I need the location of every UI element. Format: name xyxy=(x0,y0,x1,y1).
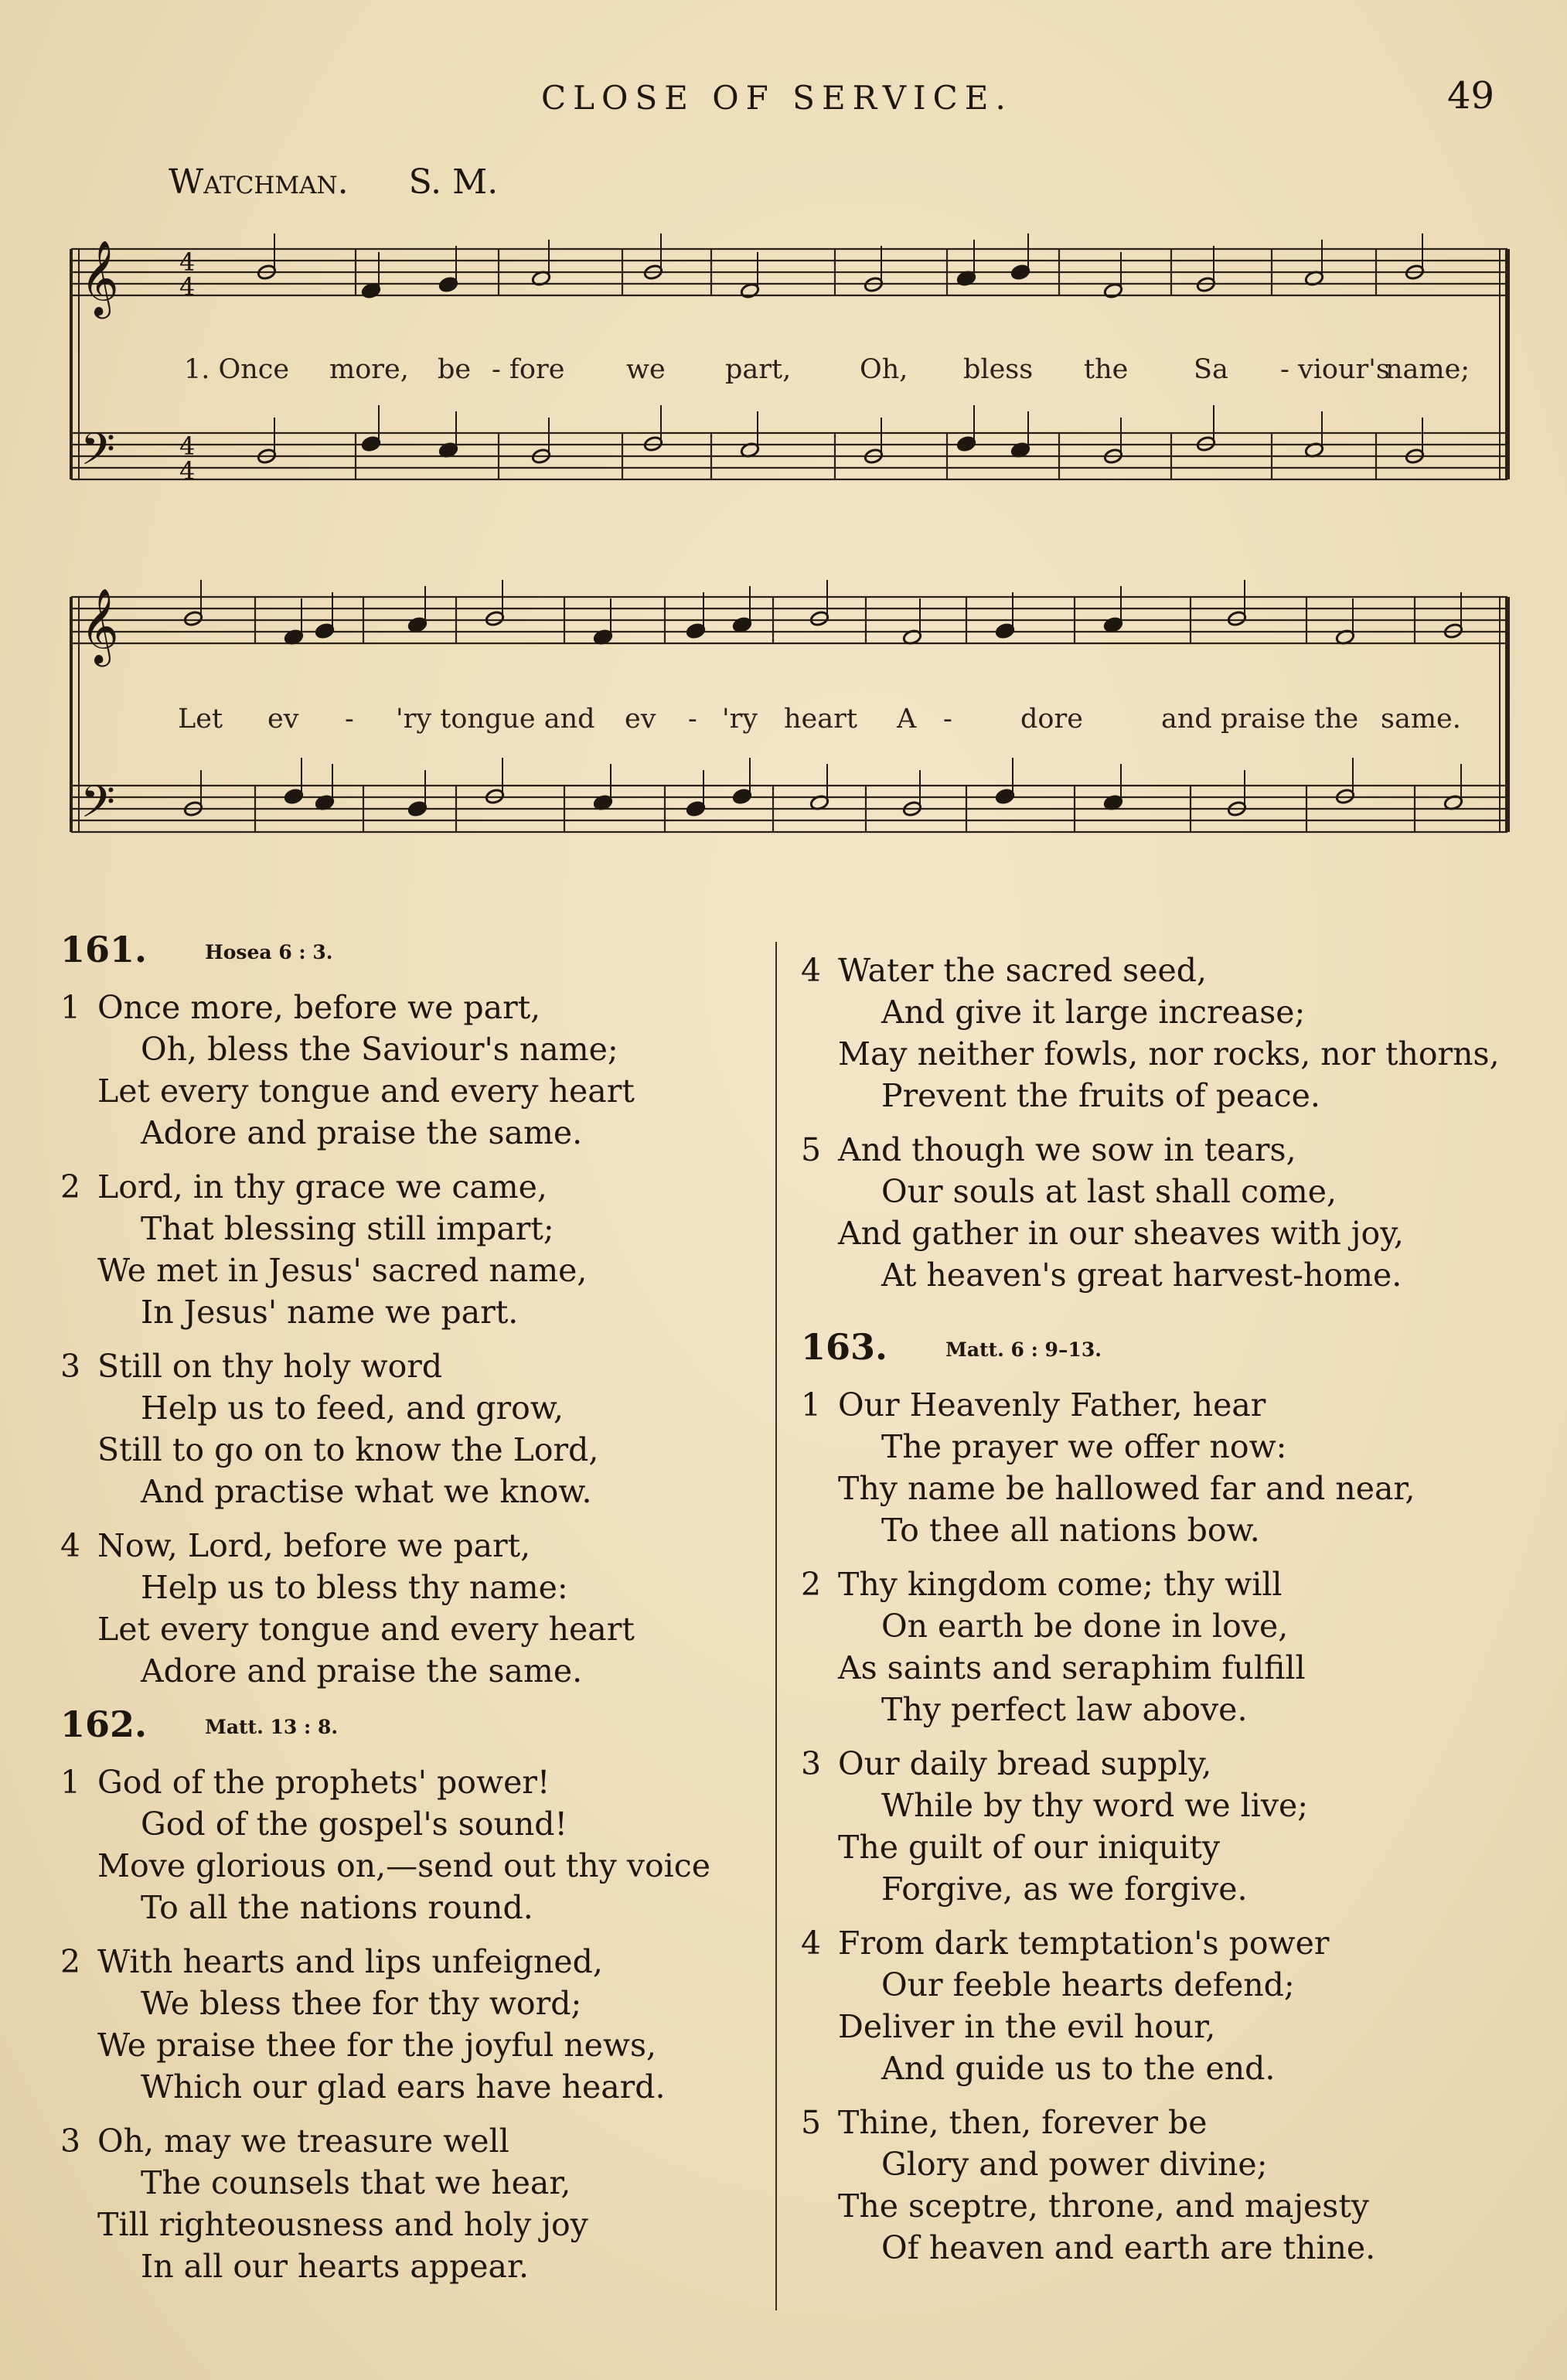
line-text: Help us to bless thy name: xyxy=(141,1569,568,1606)
stanza-line xyxy=(60,1887,756,1928)
line-text: That blessing still impart; xyxy=(141,1210,554,1247)
stanza-line xyxy=(60,2024,756,2066)
stanza-number: 1 xyxy=(801,1386,822,1424)
stanza-line xyxy=(801,1171,1543,1212)
stanza-number: 4 xyxy=(60,1527,81,1564)
line-text: Oh, may we treasure well xyxy=(97,2123,509,2160)
lyric-syllable: be xyxy=(438,354,472,385)
stanza-line xyxy=(60,1803,756,1845)
left-column xyxy=(60,925,756,2287)
line-text: We met in Jesus' sacred name, xyxy=(97,1252,588,1289)
stanza-line xyxy=(801,1563,1543,1605)
lyric-syllable: - xyxy=(943,704,952,735)
stanza-line xyxy=(801,2048,1543,2089)
scripture-reference: Matt. 6 : 9–13. xyxy=(945,1338,1102,1361)
stanza-number: 3 xyxy=(801,1745,822,1782)
stanza-number: 2 xyxy=(801,1566,822,1603)
stanza-line xyxy=(801,1785,1543,1826)
line-text: May neither fowls, nor rocks, nor thorns, xyxy=(838,1035,1500,1072)
stanza-number: 2 xyxy=(60,1168,81,1205)
column-divider xyxy=(775,942,777,2310)
stanza-number: 1 xyxy=(60,989,81,1026)
line-text: We bless thee for thy word; xyxy=(141,1985,582,2022)
stanza-line xyxy=(801,1743,1543,1785)
stanza-line xyxy=(60,1567,756,1608)
stanza-line xyxy=(60,1345,756,1387)
line-text: And though we sow in tears, xyxy=(838,1131,1296,1168)
lyric-syllable: Oh, xyxy=(860,354,908,385)
stanza-line xyxy=(60,1941,756,1983)
stanza-line xyxy=(60,2204,756,2245)
lyric-syllable: 'ry xyxy=(722,704,758,735)
hymn-number: 161. xyxy=(60,929,148,970)
stanza xyxy=(60,2120,756,2287)
stanza-number: 5 xyxy=(801,2104,822,2141)
stanza-line xyxy=(60,987,756,1028)
lyric-syllable: dore xyxy=(1020,704,1083,735)
section-header: CLOSE OF SERVICE. xyxy=(541,79,1013,117)
stanza-line xyxy=(801,2006,1543,2048)
line-text: God of the gospel's sound! xyxy=(141,1805,567,1843)
stanza xyxy=(60,1525,756,1692)
stanza-number: 4 xyxy=(801,1925,822,1962)
stanza-line xyxy=(60,2162,756,2204)
line-text: Thy kingdom come; thy will xyxy=(838,1566,1283,1603)
stanza-line xyxy=(801,2227,1543,2269)
stanza-line xyxy=(801,1254,1543,1296)
line-text: We praise thee for the joyful news, xyxy=(97,2027,657,2064)
line-text: And practise what we know. xyxy=(141,1473,592,1510)
line-text: Water the sacred seed, xyxy=(838,952,1208,989)
stanza-line xyxy=(801,991,1543,1033)
stanza-line xyxy=(60,1291,756,1333)
stanza-line xyxy=(60,1166,756,1208)
tune-meter: S. M. xyxy=(408,162,499,202)
tune-name: Watchman. xyxy=(169,162,349,202)
line-text: With hearts and lips unfeigned, xyxy=(97,1943,603,1980)
line-text: Till righteousness and holy joy xyxy=(97,2206,588,2243)
lyric-syllable: we xyxy=(626,354,666,385)
line-text: Still to go on to know the Lord, xyxy=(97,1431,599,1468)
line-text: And give it large increase; xyxy=(881,994,1306,1031)
staff-lines xyxy=(71,249,1507,832)
stanza xyxy=(801,950,1543,1117)
stanza-line xyxy=(60,1845,756,1887)
line-text: Forgive, as we forgive. xyxy=(881,1870,1248,1908)
line-text: Help us to feed, and grow, xyxy=(141,1389,564,1427)
stanza xyxy=(801,1743,1543,1910)
line-text: Glory and power divine; xyxy=(881,2146,1268,2183)
stanza-number: 1 xyxy=(60,1764,81,1801)
stanza xyxy=(60,1166,756,1333)
stanza-line xyxy=(801,1426,1543,1468)
stanza xyxy=(801,2102,1543,2269)
clef-sign: 4 xyxy=(179,272,196,302)
line-text: To thee all nations bow. xyxy=(881,1512,1260,1549)
line-text: And guide us to the end. xyxy=(881,2050,1276,2087)
line-text: While by thy word we live; xyxy=(881,1787,1309,1824)
stanza-line xyxy=(801,1384,1543,1426)
stanza-line xyxy=(801,1212,1543,1254)
stanza xyxy=(60,1345,756,1512)
scripture-reference: Matt. 13 : 8. xyxy=(205,1716,339,1738)
lyric-syllable: part, xyxy=(725,354,792,385)
right-column xyxy=(801,937,1543,2269)
page-number: 49 xyxy=(1447,74,1495,118)
clef-sign: 4 xyxy=(179,247,196,277)
line-text: Thy perfect law above. xyxy=(881,1691,1248,1728)
line-text: Our Heavenly Father, hear xyxy=(838,1386,1266,1424)
clef-sign: 𝄢 xyxy=(80,423,116,486)
lyric-syllable: and praise the xyxy=(1161,704,1359,735)
clef-signs xyxy=(80,240,195,839)
lyric-syllable: same. xyxy=(1381,704,1461,735)
stanza-line xyxy=(801,1509,1543,1551)
scripture-reference: Hosea 6 : 3. xyxy=(205,941,333,963)
stanza-line xyxy=(60,1028,756,1070)
stanza-line xyxy=(801,2185,1543,2227)
line-text: Prevent the fruits of peace. xyxy=(881,1077,1320,1114)
stanza-line xyxy=(801,1468,1543,1509)
line-text: As saints and seraphim fulfill xyxy=(838,1649,1306,1686)
stanza xyxy=(801,1384,1543,1551)
stanza-line xyxy=(60,1070,756,1112)
stanza-line xyxy=(801,1868,1543,1910)
lyric-syllable: the xyxy=(1084,354,1129,385)
line-text: Once more, before we part, xyxy=(97,989,541,1026)
lyric-syllable: 1. Once xyxy=(184,354,290,385)
lyric-syllable: - viour's xyxy=(1280,354,1390,385)
stanza-number: 2 xyxy=(60,1943,81,1980)
line-text: Our feeble hearts defend; xyxy=(881,1966,1295,2003)
line-text: To all the nations round. xyxy=(141,1889,533,1926)
stanza-line xyxy=(60,2120,756,2162)
stanza-number: 3 xyxy=(60,2123,81,2160)
stanza xyxy=(60,1761,756,1928)
stanza-line xyxy=(801,1075,1543,1117)
line-text: At heaven's great harvest-home. xyxy=(881,1256,1402,1294)
clef-sign: 𝄞 xyxy=(80,240,119,315)
lyric-syllable: - fore xyxy=(492,354,565,385)
stanza-line xyxy=(60,1208,756,1250)
line-text: Lord, in thy grace we came, xyxy=(97,1168,547,1205)
line-text: The counsels that we hear, xyxy=(141,2164,571,2201)
line-text: And gather in our sheaves with joy, xyxy=(838,1215,1404,1252)
stanza-line xyxy=(60,1761,756,1803)
line-text: God of the prophets' power! xyxy=(97,1764,550,1801)
lyric-syllable: A xyxy=(897,704,917,735)
stanza xyxy=(801,1922,1543,2089)
lyric-syllable: - xyxy=(345,704,354,735)
stanza-line xyxy=(60,1112,756,1154)
stanza xyxy=(801,1129,1543,1296)
line-text: The prayer we offer now: xyxy=(881,1428,1287,1465)
lyric-syllable: heart xyxy=(784,704,857,735)
stanza-line xyxy=(801,1605,1543,1647)
stanza-number: 5 xyxy=(801,1131,822,1168)
hymn-number: 162. xyxy=(60,1703,148,1745)
lyric-syllable: more, xyxy=(329,354,409,385)
stanza-line xyxy=(60,2066,756,2108)
line-text: Our souls at last shall come, xyxy=(881,1173,1337,1210)
stanza xyxy=(801,1563,1543,1730)
stanza-line xyxy=(801,1826,1543,1868)
line-text: Adore and praise the same. xyxy=(141,1114,583,1151)
line-text: Of heaven and earth are thine. xyxy=(881,2229,1376,2266)
line-text: Oh, bless the Saviour's name; xyxy=(141,1031,618,1068)
lyric-syllable: - xyxy=(688,704,697,735)
hymn-162-continued xyxy=(801,950,1543,1296)
lyric-syllable: Sa xyxy=(1194,354,1228,385)
line-text: Our daily bread supply, xyxy=(838,1745,1212,1782)
line-text: Deliver in the evil hour, xyxy=(838,2008,1216,2045)
line-text: Now, Lord, before we part, xyxy=(97,1527,531,1564)
stanza-line xyxy=(60,1471,756,1512)
line-text: Thy name be hallowed far and near, xyxy=(838,1470,1415,1507)
line-text: Let every tongue and every heart xyxy=(97,1072,635,1110)
line-text: Move glorious on,—send out thy voice xyxy=(97,1847,711,1884)
clef-sign: 4 xyxy=(179,456,196,486)
stanza-line xyxy=(60,1650,756,1692)
lyric-syllable: 'ry tongue and xyxy=(396,704,595,735)
stanza xyxy=(60,987,756,1154)
hymn-number: 163. xyxy=(801,1326,888,1368)
stanza-line xyxy=(801,2143,1543,2185)
stanza-line xyxy=(801,1964,1543,2006)
music-score xyxy=(0,0,1567,912)
clef-sign: 𝄞 xyxy=(80,588,119,663)
line-text: Let every tongue and every heart xyxy=(97,1611,635,1648)
line-text: On earth be done in love, xyxy=(881,1608,1289,1645)
stanza-line xyxy=(60,2245,756,2287)
stanza-line xyxy=(801,2102,1543,2143)
stanza-line xyxy=(801,1689,1543,1730)
line-text: Adore and praise the same. xyxy=(141,1652,583,1690)
line-text: From dark temptation's power xyxy=(838,1925,1330,1962)
stanza-line xyxy=(60,1387,756,1429)
hymn-163 xyxy=(801,1322,1543,2269)
hymn-162 xyxy=(60,1700,756,2287)
line-text: Which our glad ears have heard. xyxy=(141,2068,666,2106)
lyric-syllable: ev xyxy=(267,704,299,735)
line-text: Still on thy holy word xyxy=(97,1348,443,1385)
line-text: In all our hearts appear. xyxy=(141,2248,530,2285)
line-text: The guilt of our iniquity xyxy=(838,1829,1221,1866)
stanza-line xyxy=(801,1922,1543,1964)
stanza-line xyxy=(801,1647,1543,1689)
stanza-number: 4 xyxy=(801,952,822,989)
line-text: Thine, then, forever be xyxy=(838,2104,1208,2141)
stanza-line xyxy=(801,1129,1543,1171)
clef-sign: 𝄢 xyxy=(80,776,116,839)
lyric-syllable: name; xyxy=(1385,354,1470,385)
line-text: In Jesus' name we part. xyxy=(141,1294,519,1331)
stanza-line xyxy=(801,1033,1543,1075)
stanza-line xyxy=(801,950,1543,991)
line-text: The sceptre, throne, and majesty xyxy=(838,2187,1369,2225)
lyric-syllable: bless xyxy=(963,354,1034,385)
stanza-line xyxy=(60,1250,756,1291)
lyric-syllable: Let xyxy=(178,704,223,735)
stanza-line xyxy=(60,1608,756,1650)
clef-sign: 4 xyxy=(179,431,196,461)
stanza-line xyxy=(60,1983,756,2024)
stanza-number: 3 xyxy=(60,1348,81,1385)
lyric-syllable: ev xyxy=(625,704,656,735)
stanza-line xyxy=(60,1525,756,1567)
stanza-line xyxy=(60,1429,756,1471)
hymn-161 xyxy=(60,925,756,1692)
stanza xyxy=(60,1941,756,2108)
